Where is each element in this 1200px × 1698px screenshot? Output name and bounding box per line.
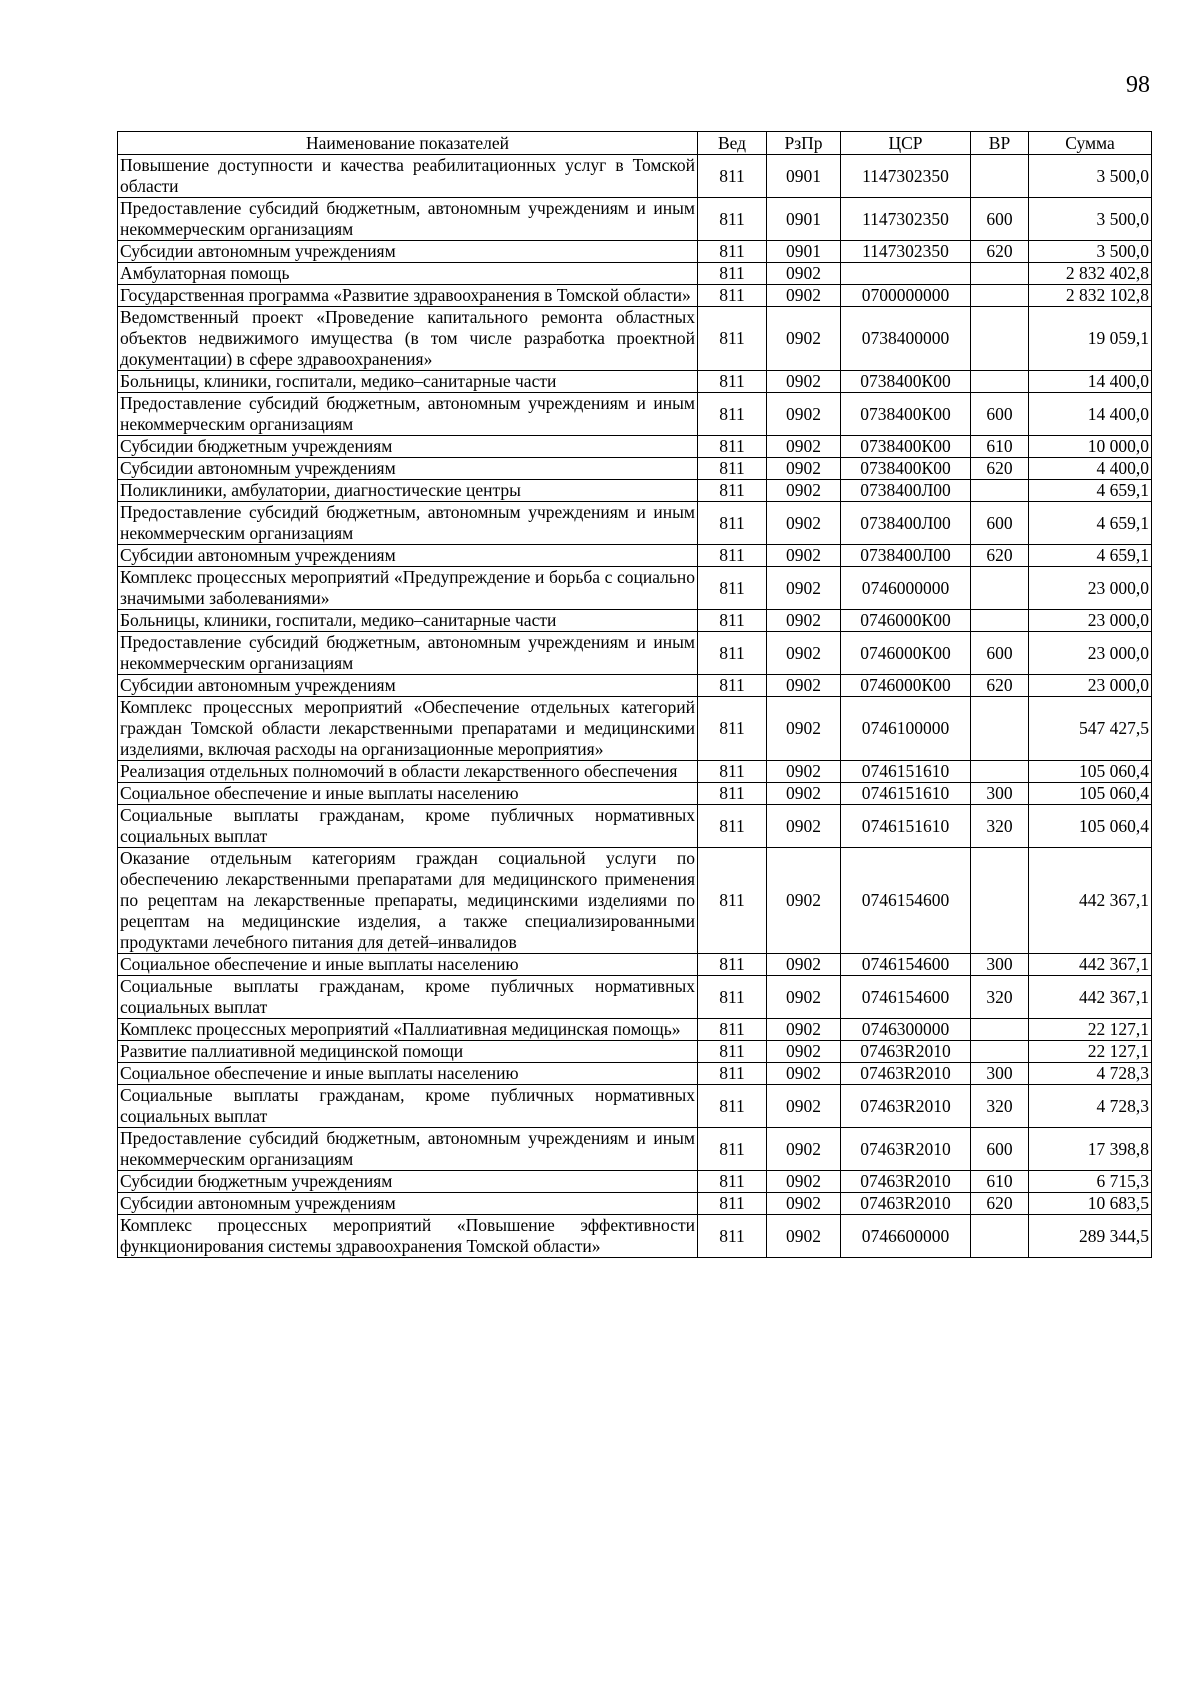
table-row (118, 1085, 1152, 1128)
row-sum: 6 715,3 (1029, 1171, 1152, 1193)
row-name: Амбулаторная помощь (118, 263, 698, 285)
row-name: Субсидии автономным учреждениям (118, 545, 698, 567)
row-vr: 610 (971, 1171, 1029, 1193)
table-row (118, 1215, 1152, 1258)
row-csr: 0738400000 (841, 307, 971, 371)
row-rzpr: 0902 (767, 783, 841, 805)
row-rzpr: 0902 (767, 1171, 841, 1193)
row-vr (971, 567, 1029, 610)
header-vr: ВР (971, 132, 1029, 155)
table-row (118, 632, 1152, 675)
row-name: Комплекс процессных мероприятий «Паллиативная медицинская помощь» (118, 1019, 698, 1041)
row-sum: 3 500,0 (1029, 198, 1152, 241)
row-vr: 300 (971, 954, 1029, 976)
row-ved: 811 (698, 783, 767, 805)
row-vr (971, 307, 1029, 371)
row-sum: 14 400,0 (1029, 393, 1152, 436)
row-ved: 811 (698, 954, 767, 976)
table-row (118, 393, 1152, 436)
row-rzpr: 0902 (767, 1215, 841, 1258)
table-row (118, 285, 1152, 307)
row-rzpr: 0902 (767, 1041, 841, 1063)
row-csr: 0746154600 (841, 976, 971, 1019)
row-vr: 620 (971, 1193, 1029, 1215)
row-name: Комплекс процессных мероприятий «Обеспечение отдельных категорий граждан Томской области лекарственными препаратами и медицинскими изделиями, включая расходы на организационные мероприятия» (118, 697, 698, 761)
row-sum: 4 400,0 (1029, 458, 1152, 480)
row-csr: 0738400Л00 (841, 502, 971, 545)
row-ved: 811 (698, 1193, 767, 1215)
row-sum: 10 683,5 (1029, 1193, 1152, 1215)
row-name: Развитие паллиативной медицинской помощи (118, 1041, 698, 1063)
row-csr: 07463R2010 (841, 1193, 971, 1215)
row-ved: 811 (698, 567, 767, 610)
row-ved: 811 (698, 632, 767, 675)
row-sum: 442 367,1 (1029, 848, 1152, 954)
row-vr (971, 285, 1029, 307)
row-sum: 442 367,1 (1029, 976, 1152, 1019)
row-vr: 600 (971, 632, 1029, 675)
row-ved: 811 (698, 805, 767, 848)
row-sum: 4 728,3 (1029, 1085, 1152, 1128)
row-name: Оказание отдельным категориям граждан социальной услуги по обеспечению лекарственными препаратами для медицинского применения по рецептам на лекарственные препараты, медицинскими изделиями по рецептам на медицинские изделия, а также специализированными продуктами лечебного питания для детей–инвалидов (118, 848, 698, 954)
row-csr: 0746600000 (841, 1215, 971, 1258)
row-vr (971, 761, 1029, 783)
row-csr: 07463R2010 (841, 1128, 971, 1171)
row-ved: 811 (698, 458, 767, 480)
table-body (118, 155, 1152, 1258)
row-rzpr: 0902 (767, 285, 841, 307)
row-vr (971, 155, 1029, 198)
table-row (118, 263, 1152, 285)
row-ved: 811 (698, 480, 767, 502)
row-csr: 07463R2010 (841, 1041, 971, 1063)
row-rzpr: 0902 (767, 458, 841, 480)
row-rzpr: 0902 (767, 567, 841, 610)
row-vr: 620 (971, 458, 1029, 480)
row-sum: 105 060,4 (1029, 783, 1152, 805)
table-row (118, 1193, 1152, 1215)
row-ved: 811 (698, 675, 767, 697)
table-row (118, 675, 1152, 697)
row-ved: 811 (698, 307, 767, 371)
row-rzpr: 0902 (767, 371, 841, 393)
row-ved: 811 (698, 1041, 767, 1063)
row-csr: 0746151610 (841, 761, 971, 783)
header-sum: Сумма (1029, 132, 1152, 155)
row-rzpr: 0902 (767, 480, 841, 502)
row-name: Предоставление субсидий бюджетным, автономным учреждениям и иным некоммерческим организациям (118, 632, 698, 675)
page-number: 98 (1126, 72, 1150, 98)
row-vr (971, 1019, 1029, 1041)
row-name: Субсидии автономным учреждениям (118, 458, 698, 480)
row-csr: 0738400Л00 (841, 480, 971, 502)
row-ved: 811 (698, 610, 767, 632)
table-row (118, 1063, 1152, 1085)
row-rzpr: 0902 (767, 697, 841, 761)
row-name: Предоставление субсидий бюджетным, автономным учреждениям и иным некоммерческим организациям (118, 393, 698, 436)
row-ved: 811 (698, 198, 767, 241)
row-sum: 23 000,0 (1029, 632, 1152, 675)
row-ved: 811 (698, 848, 767, 954)
table-row (118, 155, 1152, 198)
row-vr (971, 848, 1029, 954)
row-csr: 0738400К00 (841, 436, 971, 458)
row-name: Больницы, клиники, госпитали, медико–санитарные части (118, 371, 698, 393)
row-name: Субсидии автономным учреждениям (118, 241, 698, 263)
row-name: Социальные выплаты гражданам, кроме публичных нормативных социальных выплат (118, 805, 698, 848)
row-rzpr: 0902 (767, 263, 841, 285)
row-csr: 07463R2010 (841, 1063, 971, 1085)
table-row (118, 567, 1152, 610)
row-vr: 300 (971, 1063, 1029, 1085)
row-ved: 811 (698, 545, 767, 567)
row-name: Поликлиники, амбулатории, диагностические центры (118, 480, 698, 502)
row-name: Социальные выплаты гражданам, кроме публичных нормативных социальных выплат (118, 976, 698, 1019)
row-rzpr: 0902 (767, 545, 841, 567)
header-row (118, 132, 1152, 155)
row-rzpr: 0902 (767, 1193, 841, 1215)
row-name: Государственная программа «Развитие здравоохранения в Томской области» (118, 285, 698, 307)
row-sum: 442 367,1 (1029, 954, 1152, 976)
row-csr: 0746000К00 (841, 610, 971, 632)
table-row (118, 436, 1152, 458)
row-vr: 320 (971, 1085, 1029, 1128)
row-name: Социальное обеспечение и иные выплаты населению (118, 954, 698, 976)
row-sum: 23 000,0 (1029, 567, 1152, 610)
row-rzpr: 0902 (767, 976, 841, 1019)
row-sum: 105 060,4 (1029, 805, 1152, 848)
row-vr: 600 (971, 502, 1029, 545)
row-name: Предоставление субсидий бюджетным, автономным учреждениям и иным некоммерческим организациям (118, 502, 698, 545)
row-rzpr: 0901 (767, 198, 841, 241)
row-csr (841, 263, 971, 285)
row-name: Субсидии бюджетным учреждениям (118, 1171, 698, 1193)
row-csr: 0738400К00 (841, 458, 971, 480)
row-rzpr: 0902 (767, 502, 841, 545)
table-row (118, 307, 1152, 371)
row-csr: 07463R2010 (841, 1085, 971, 1128)
row-name: Предоставление субсидий бюджетным, автономным учреждениям и иным некоммерческим организациям (118, 1128, 698, 1171)
row-vr (971, 1041, 1029, 1063)
table-row (118, 697, 1152, 761)
row-ved: 811 (698, 393, 767, 436)
row-csr: 1147302350 (841, 155, 971, 198)
row-sum: 17 398,8 (1029, 1128, 1152, 1171)
row-ved: 811 (698, 1215, 767, 1258)
row-sum: 22 127,1 (1029, 1041, 1152, 1063)
row-sum: 4 659,1 (1029, 545, 1152, 567)
row-ved: 811 (698, 241, 767, 263)
row-rzpr: 0902 (767, 610, 841, 632)
row-ved: 811 (698, 371, 767, 393)
row-sum: 22 127,1 (1029, 1019, 1152, 1041)
row-rzpr: 0902 (767, 1128, 841, 1171)
table-row (118, 198, 1152, 241)
row-csr: 0738400К00 (841, 393, 971, 436)
row-csr: 0746154600 (841, 848, 971, 954)
table-row (118, 241, 1152, 263)
row-name: Социальное обеспечение и иные выплаты населению (118, 783, 698, 805)
row-csr: 07463R2010 (841, 1171, 971, 1193)
row-csr: 0746000000 (841, 567, 971, 610)
row-name: Субсидии автономным учреждениям (118, 1193, 698, 1215)
row-vr: 620 (971, 241, 1029, 263)
row-rzpr: 0902 (767, 1085, 841, 1128)
row-sum: 547 427,5 (1029, 697, 1152, 761)
row-csr: 0746000К00 (841, 675, 971, 697)
table-row (118, 545, 1152, 567)
row-sum: 23 000,0 (1029, 610, 1152, 632)
row-ved: 811 (698, 1019, 767, 1041)
row-vr: 620 (971, 545, 1029, 567)
row-csr: 0746000К00 (841, 632, 971, 675)
row-name: Реализация отдельных полномочий в области лекарственного обеспечения (118, 761, 698, 783)
row-name: Социальное обеспечение и иные выплаты населению (118, 1063, 698, 1085)
row-ved: 811 (698, 263, 767, 285)
row-csr: 0746151610 (841, 783, 971, 805)
row-vr (971, 610, 1029, 632)
header-ved: Вед (698, 132, 767, 155)
row-vr (971, 480, 1029, 502)
table-row (118, 954, 1152, 976)
row-sum: 3 500,0 (1029, 241, 1152, 263)
row-sum: 289 344,5 (1029, 1215, 1152, 1258)
table-row (118, 1171, 1152, 1193)
row-rzpr: 0902 (767, 307, 841, 371)
row-csr: 1147302350 (841, 241, 971, 263)
row-csr: 0746151610 (841, 805, 971, 848)
row-sum: 4 659,1 (1029, 480, 1152, 502)
row-ved: 811 (698, 436, 767, 458)
table-row (118, 1041, 1152, 1063)
row-name: Комплекс процессных мероприятий «Повышение эффективности функционирования системы здравоохранения Томской области» (118, 1215, 698, 1258)
row-rzpr: 0902 (767, 393, 841, 436)
row-ved: 811 (698, 1128, 767, 1171)
row-rzpr: 0902 (767, 761, 841, 783)
row-rzpr: 0902 (767, 675, 841, 697)
row-name: Субсидии бюджетным учреждениям (118, 436, 698, 458)
row-ved: 811 (698, 1063, 767, 1085)
row-vr: 620 (971, 675, 1029, 697)
table-row (118, 502, 1152, 545)
row-vr (971, 1215, 1029, 1258)
row-vr: 300 (971, 783, 1029, 805)
row-ved: 811 (698, 761, 767, 783)
row-sum: 3 500,0 (1029, 155, 1152, 198)
table-row (118, 1019, 1152, 1041)
row-rzpr: 0901 (767, 241, 841, 263)
row-rzpr: 0901 (767, 155, 841, 198)
row-sum: 14 400,0 (1029, 371, 1152, 393)
row-csr: 0746154600 (841, 954, 971, 976)
row-ved: 811 (698, 1085, 767, 1128)
row-vr: 600 (971, 393, 1029, 436)
row-ved: 811 (698, 155, 767, 198)
row-csr: 0738400К00 (841, 371, 971, 393)
table-row (118, 371, 1152, 393)
row-name: Повышение доступности и качества реабилитационных услуг в Томской области (118, 155, 698, 198)
row-vr (971, 263, 1029, 285)
table-row (118, 976, 1152, 1019)
row-csr: 0700000000 (841, 285, 971, 307)
table-row (118, 1128, 1152, 1171)
budget-table (117, 131, 1152, 1258)
row-name: Социальные выплаты гражданам, кроме публичных нормативных социальных выплат (118, 1085, 698, 1128)
table-row (118, 805, 1152, 848)
table-row (118, 761, 1152, 783)
row-vr: 320 (971, 976, 1029, 1019)
table-header (118, 132, 1152, 155)
table-row (118, 783, 1152, 805)
row-sum: 19 059,1 (1029, 307, 1152, 371)
row-ved: 811 (698, 502, 767, 545)
row-sum: 23 000,0 (1029, 675, 1152, 697)
row-rzpr: 0902 (767, 632, 841, 675)
row-vr: 600 (971, 1128, 1029, 1171)
row-name: Комплекс процессных мероприятий «Предупреждение и борьба с социально значимыми заболеваниями» (118, 567, 698, 610)
row-rzpr: 0902 (767, 805, 841, 848)
row-csr: 0746300000 (841, 1019, 971, 1041)
table-row (118, 848, 1152, 954)
row-sum: 2 832 102,8 (1029, 285, 1152, 307)
row-rzpr: 0902 (767, 954, 841, 976)
row-rzpr: 0902 (767, 1063, 841, 1085)
row-ved: 811 (698, 976, 767, 1019)
row-rzpr: 0902 (767, 1019, 841, 1041)
row-csr: 1147302350 (841, 198, 971, 241)
row-rzpr: 0902 (767, 848, 841, 954)
row-ved: 811 (698, 697, 767, 761)
row-vr: 600 (971, 198, 1029, 241)
row-name: Предоставление субсидий бюджетным, автономным учреждениям и иным некоммерческим организациям (118, 198, 698, 241)
row-name: Больницы, клиники, госпитали, медико–санитарные части (118, 610, 698, 632)
row-ved: 811 (698, 1171, 767, 1193)
row-vr (971, 697, 1029, 761)
row-vr: 320 (971, 805, 1029, 848)
row-sum: 10 000,0 (1029, 436, 1152, 458)
row-sum: 4 728,3 (1029, 1063, 1152, 1085)
row-name: Субсидии автономным учреждениям (118, 675, 698, 697)
row-vr: 610 (971, 436, 1029, 458)
row-name: Ведомственный проект «Проведение капитального ремонта областных объектов недвижимого имущества (в том числе разработка проектной документации) в сфере здравоохранения» (118, 307, 698, 371)
row-sum: 4 659,1 (1029, 502, 1152, 545)
row-sum: 105 060,4 (1029, 761, 1152, 783)
row-csr: 0738400Л00 (841, 545, 971, 567)
row-rzpr: 0902 (767, 436, 841, 458)
table-row (118, 458, 1152, 480)
row-sum: 2 832 402,8 (1029, 263, 1152, 285)
row-csr: 0746100000 (841, 697, 971, 761)
table-row (118, 610, 1152, 632)
header-name: Наименование показателей (118, 132, 698, 155)
header-rzpr: РзПр (767, 132, 841, 155)
table-row (118, 480, 1152, 502)
row-ved: 811 (698, 285, 767, 307)
header-csr: ЦСР (841, 132, 971, 155)
row-vr (971, 371, 1029, 393)
